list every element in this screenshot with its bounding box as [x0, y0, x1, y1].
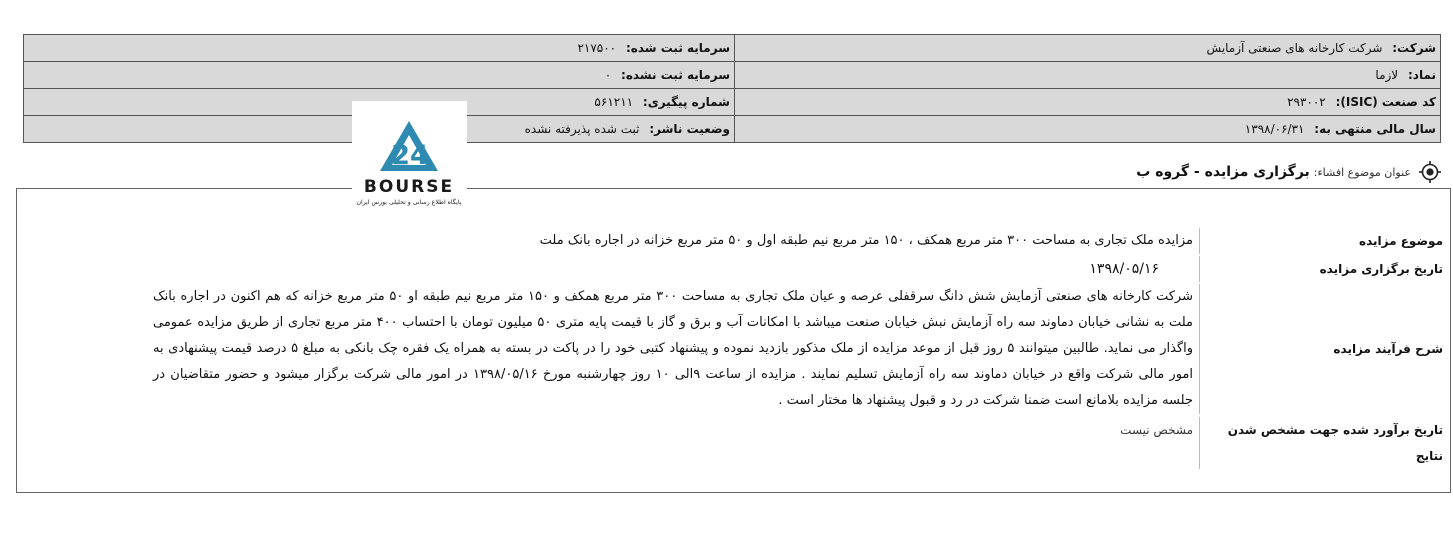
subject-label: موضوع مزایده — [1359, 234, 1443, 248]
topic-title: برگزاری مزایده - گروه ب — [1136, 164, 1310, 180]
symbol-label: نماد: — [1407, 68, 1436, 82]
tracking-number-label: شماره پیگیری: — [642, 95, 730, 109]
unregistered-capital-value: ۰ — [604, 68, 612, 82]
publisher-status-label: وضعیت ناشر: — [649, 122, 730, 136]
company-label: شرکت: — [1392, 41, 1436, 55]
info-row — [24, 62, 1441, 89]
unregistered-capital-cell — [24, 62, 735, 89]
process-value: شرکت کارخانه های صنعتی آزمایش شش دانگ سرقفلی عرصه و عیان ملک تجاری به مساحت ۳۰۰ متر مربع همکف و ۱۵۰ متر مربع نیم طبقه او ۵۰ متر مربع خزانه که هم اکنون در اجاره بانک ملت به نشانی خیابان دماوند سه راه آزمایش نبش خیابان صنعت میباشد با امکانات آب و برق و گاز با قیمت پایه متری ۵۰ میلیون تومان با احتساب ۴۰۰ متر مربع تجاری از طریق مزایده عمومی واگذار می نماید. طالبین میتوانند ۵ روز قبل از موعد مزایده از ملک مذکور بازدید نموده و پیشنهاد کتبی خود را در پاکت در بسته به همراه یک فقره چک بانکی به مبلغ ۵ درصد قیمت پیشنهادی به امور مالی شرکت واقع در خیابان دماوند سه راه آزمایش تسلیم نمایند . مزایده از ساعت ۹الی ۱۰ روز چهارشنبه مورخ ۱۳۹۸/۰۵/۱۶ در امور مالی شرکت برگزار میشود و حضور متقاضیان در جلسه مزایده بلامانع است ضمنا شرکت در رد و قبول پیشنهاد ها مختار است . — [153, 284, 1200, 414]
svg-text:24: 24 — [391, 140, 429, 171]
bourse-logo — [352, 101, 467, 209]
company-info-table — [23, 34, 1441, 143]
topic-label: عنوان موضوع افشاء: — [1313, 165, 1411, 179]
subject-row — [540, 228, 1453, 254]
date-label: تاریخ برگزاری مزایده — [1319, 262, 1443, 276]
company-cell — [735, 35, 1441, 62]
company-value: شرکت کارخانه های صنعتی آزمایش — [1206, 41, 1383, 55]
fiscal-year-label: سال مالی منتهی به: — [1314, 122, 1436, 136]
info-row — [24, 116, 1441, 143]
fiscal-year-cell — [735, 116, 1441, 143]
symbol-value: لازما — [1375, 68, 1399, 82]
subject-value: مزایده ملک تجاری به مساحت ۳۰۰ متر مربع همکف ، ۱۵۰ متر مربع نیم طبقه اول و ۵۰ متر مربع خزانه در اجاره بانک ملت — [540, 228, 1200, 254]
results-label: تاریخ برآورد شده جهت مشخص شدن نتایج — [1227, 423, 1443, 463]
results-value: مشخص نیست — [1120, 417, 1200, 469]
publisher-status-value: ثبت شده پذیرفته نشده — [524, 122, 640, 136]
results-row — [1120, 417, 1453, 469]
divider-line — [467, 188, 1387, 189]
info-row — [24, 35, 1441, 62]
registered-capital-label: سرمایه ثبت شده: — [625, 41, 730, 55]
target-icon — [1419, 161, 1441, 183]
disclosure-topic — [1136, 160, 1441, 184]
date-value: ۱۳۹۸/۰۵/۱۶ — [1089, 256, 1200, 282]
date-row — [1089, 256, 1453, 282]
tracking-number-value: ۵۶۱۲۱۱ — [594, 95, 634, 109]
isic-value: ۲۹۳۰۰۲ — [1287, 95, 1326, 109]
isic-cell — [735, 89, 1441, 116]
symbol-cell — [735, 62, 1441, 89]
unregistered-capital-label: سرمایه ثبت نشده: — [621, 68, 730, 82]
fiscal-year-value: ۱۳۹۸/۰۶/۳۱ — [1244, 122, 1305, 136]
logo-text: BOURSE — [363, 177, 455, 197]
registered-capital-value: ۲۱۷۵۰۰ — [577, 41, 617, 55]
info-row — [24, 89, 1441, 116]
registered-capital-cell — [24, 35, 735, 62]
process-label: شرح فرآیند مزایده — [1333, 342, 1443, 356]
bourse-logo-icon — [352, 101, 467, 209]
process-row — [153, 284, 1453, 414]
logo-subtitle: پایگاه اطلاع رسانی و تحلیلی بورس ایران — [356, 199, 462, 206]
isic-label: کد صنعت (ISIC): — [1335, 95, 1436, 109]
